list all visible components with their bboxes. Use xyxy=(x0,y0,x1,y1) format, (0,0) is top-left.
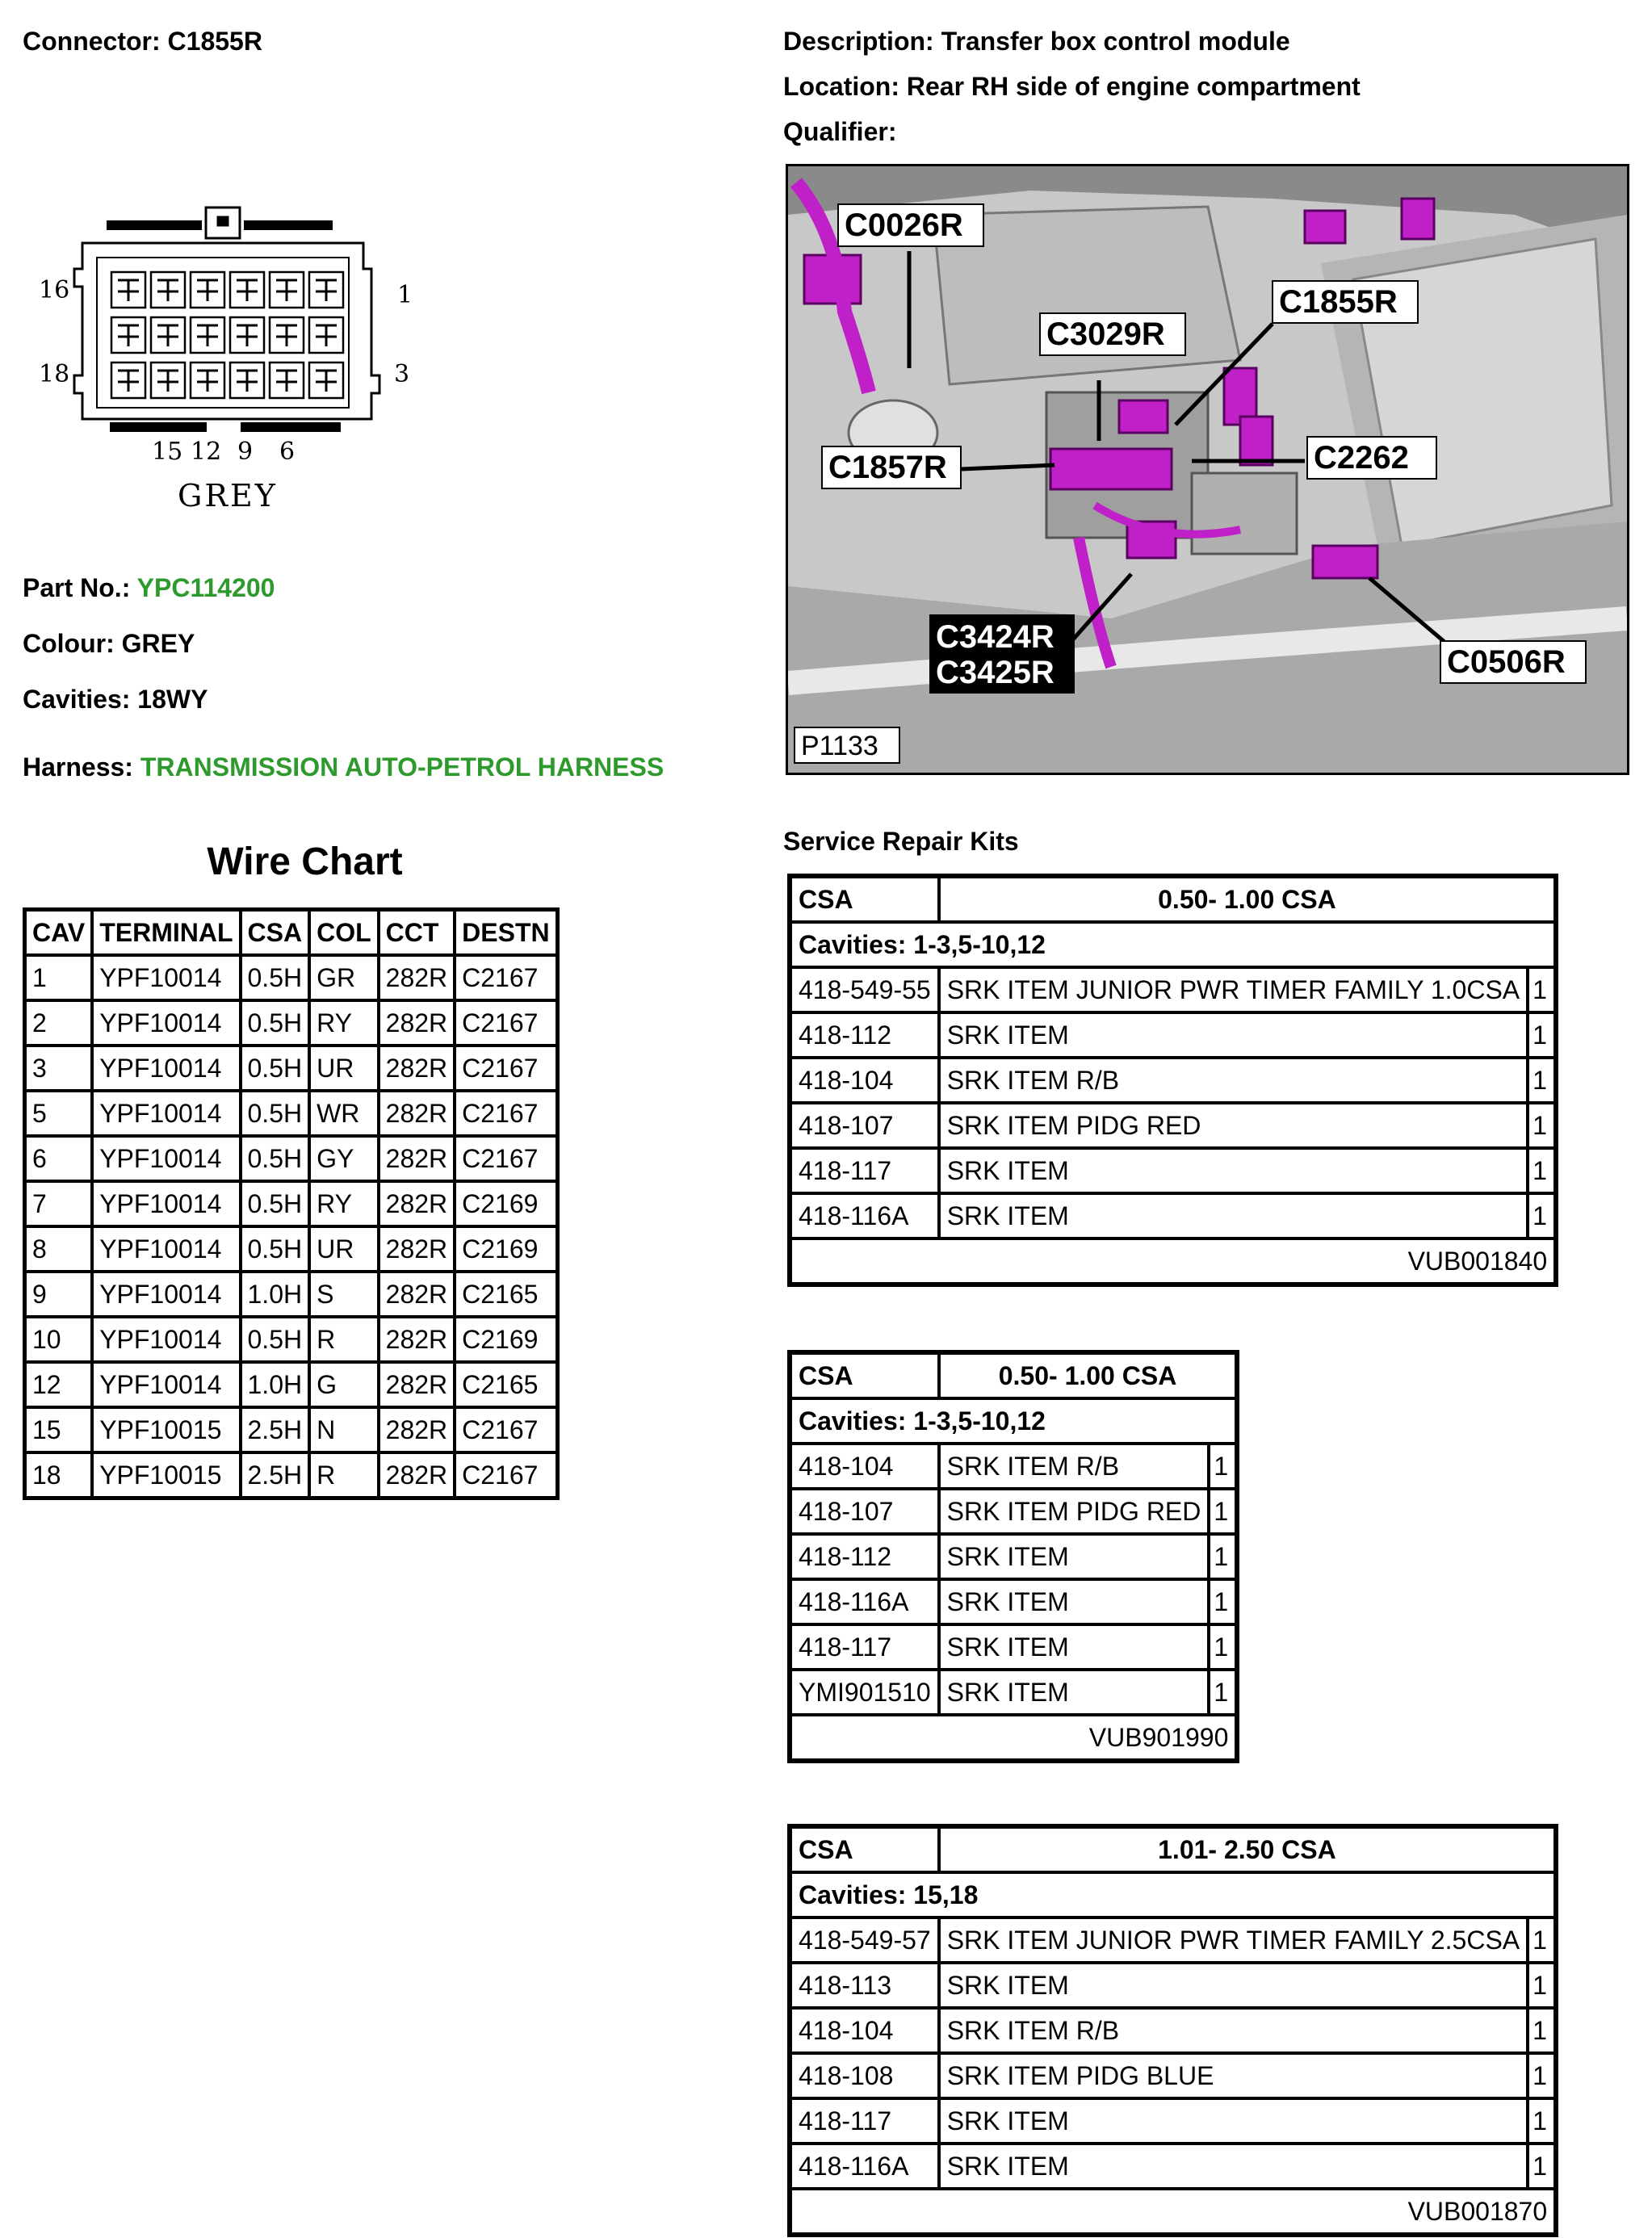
kit-item-row xyxy=(790,967,1555,1012)
cell-terminal: YPF10014 xyxy=(92,1181,240,1226)
kit-item-description: SRK ITEM xyxy=(939,2144,1528,2189)
service-kit-table xyxy=(787,874,1558,1287)
col-csa: CSA xyxy=(241,910,310,955)
kit-item-description: SRK ITEM PIDG BLUE xyxy=(939,2053,1528,2098)
cell-cav: 5 xyxy=(25,1091,92,1136)
cell-cav: 1 xyxy=(25,955,92,1000)
connector-face-diagram xyxy=(32,206,420,521)
kit-part-number: 418-116A xyxy=(790,2144,939,2189)
qualifier-label: Qualifier: xyxy=(783,117,897,146)
cell-destn: C2167 xyxy=(455,1407,556,1452)
cell-csa: 1.0H xyxy=(241,1362,310,1407)
callout-c0026r: C0026R xyxy=(845,207,963,243)
wire-chart-row xyxy=(25,1407,557,1452)
cell-cav: 10 xyxy=(25,1317,92,1362)
col-cav: CAV xyxy=(25,910,92,955)
colour-line xyxy=(23,629,195,659)
kit-part-number: 418-117 xyxy=(790,1148,939,1193)
kit-item-description: SRK ITEM xyxy=(939,2098,1528,2144)
kit-item-row xyxy=(790,1670,1236,1715)
cell-destn: C2167 xyxy=(455,955,556,1000)
kit-reference: VUB901990 xyxy=(790,1715,1236,1760)
kit-item-description: SRK ITEM JUNIOR PWR TIMER FAMILY 2.5CSA xyxy=(939,1917,1528,1963)
cell-cct: 282R xyxy=(379,1317,455,1362)
callout-c3425r: C3425R xyxy=(936,655,1055,690)
kit-item-quantity: 1 xyxy=(1209,1579,1236,1624)
kit-csa-label: CSA xyxy=(790,1827,939,1872)
pin-label-18: 18 xyxy=(39,360,70,388)
engine-bay-illustration xyxy=(788,166,1627,773)
connector-label: Connector: xyxy=(23,27,161,56)
kit-item-row xyxy=(790,2098,1555,2144)
cell-cav: 7 xyxy=(25,1181,92,1226)
cell-destn: C2167 xyxy=(455,1452,556,1498)
cell-csa: 0.5H xyxy=(241,1136,310,1181)
col-destn: DESTN xyxy=(455,910,556,955)
kit-csa-row xyxy=(790,877,1555,922)
kit-item-description: SRK ITEM xyxy=(939,1670,1210,1715)
kit-item-quantity: 1 xyxy=(1528,1148,1555,1193)
kit-part-number: 418-549-57 xyxy=(790,1917,939,1963)
cell-csa: 0.5H xyxy=(241,955,310,1000)
service-kits-title: Service Repair Kits xyxy=(783,827,1019,856)
cell-terminal: YPF10015 xyxy=(92,1452,240,1498)
pin-label-12: 12 xyxy=(191,438,222,466)
cell-destn: C2167 xyxy=(455,1046,556,1091)
kit-item-quantity: 1 xyxy=(1209,1489,1236,1534)
cavities-label: Cavities: xyxy=(23,685,131,714)
kit-item-description: SRK ITEM R/B xyxy=(939,1058,1528,1103)
kit-part-number: 418-117 xyxy=(790,2098,939,2144)
cell-terminal: YPF10014 xyxy=(92,1091,240,1136)
cell-cav: 3 xyxy=(25,1046,92,1091)
wire-chart-row xyxy=(25,1452,557,1498)
kit-item-row xyxy=(790,2008,1555,2053)
cell-destn: C2167 xyxy=(455,1136,556,1181)
cell-terminal: YPF10015 xyxy=(92,1407,240,1452)
pin-label-16: 16 xyxy=(39,276,70,304)
kit-part-number: 418-104 xyxy=(790,1058,939,1103)
cell-col: UR xyxy=(309,1046,379,1091)
kit-item-row xyxy=(790,1012,1555,1058)
kit-item-quantity: 1 xyxy=(1209,1444,1236,1489)
wire-chart-row xyxy=(25,955,557,1000)
part-no-line xyxy=(23,573,275,603)
cell-cct: 282R xyxy=(379,1046,455,1091)
kit-part-number: 418-104 xyxy=(790,2008,939,2053)
kit-part-number: 418-116A xyxy=(790,1193,939,1238)
kit-csa-label: CSA xyxy=(790,877,939,922)
cell-cct: 282R xyxy=(379,1272,455,1317)
wire-chart-row xyxy=(25,1226,557,1272)
cell-csa: 2.5H xyxy=(241,1452,310,1498)
kit-item-quantity: 1 xyxy=(1528,1058,1555,1103)
cell-cct: 282R xyxy=(379,1407,455,1452)
kit-part-number: 418-116A xyxy=(790,1579,939,1624)
callout-c3029r: C3029R xyxy=(1046,316,1165,352)
cell-terminal: YPF10014 xyxy=(92,1136,240,1181)
wire-chart-row xyxy=(25,1362,557,1407)
cell-col: S xyxy=(309,1272,379,1317)
cell-csa: 2.5H xyxy=(241,1407,310,1452)
cell-cct: 282R xyxy=(379,1181,455,1226)
cell-terminal: YPF10014 xyxy=(92,1272,240,1317)
cell-cav: 18 xyxy=(25,1452,92,1498)
kit-csa-range: 1.01- 2.50 CSA xyxy=(939,1827,1555,1872)
cell-cav: 2 xyxy=(25,1000,92,1046)
harness-label: Harness: xyxy=(23,752,133,782)
callout-c0506r: C0506R xyxy=(1447,644,1566,680)
kit-ref-row xyxy=(790,2189,1555,2234)
cell-col: UR xyxy=(309,1226,379,1272)
kit-part-number: YMI901510 xyxy=(790,1670,939,1715)
kit-ref-row xyxy=(790,1238,1555,1284)
cavities-line xyxy=(23,685,208,715)
kit-item-row xyxy=(790,1148,1555,1193)
kit-item-row xyxy=(790,1489,1236,1534)
wire-chart-row xyxy=(25,1181,557,1226)
kit-csa-row xyxy=(790,1353,1236,1398)
cell-cav: 8 xyxy=(25,1226,92,1272)
wire-chart-row xyxy=(25,1272,557,1317)
kit-item-description: SRK ITEM xyxy=(939,1148,1528,1193)
kit-cavities-row xyxy=(790,1872,1555,1917)
kit-part-number: 418-108 xyxy=(790,2053,939,2098)
cell-terminal: YPF10014 xyxy=(92,1362,240,1407)
cell-terminal: YPF10014 xyxy=(92,1046,240,1091)
service-kit-table xyxy=(787,1350,1239,1763)
connector-body xyxy=(74,243,379,419)
cell-terminal: YPF10014 xyxy=(92,1000,240,1046)
callout-c1855r: C1855R xyxy=(1279,284,1398,320)
wire-chart-title: Wire Chart xyxy=(207,840,403,883)
harness-value: TRANSMISSION AUTO-PETROL HARNESS xyxy=(140,752,665,782)
cell-col: G xyxy=(309,1362,379,1407)
kit-part-number: 418-113 xyxy=(790,1963,939,2008)
kit-cavities: Cavities: 1-3,5-10,12 xyxy=(790,1398,1236,1444)
cell-cct: 282R xyxy=(379,1091,455,1136)
kit-item-quantity: 1 xyxy=(1528,1103,1555,1148)
connector-id: C1855R xyxy=(167,27,262,56)
wire-chart-header-row xyxy=(25,910,557,955)
col-terminal: TERMINAL xyxy=(92,910,240,955)
callout-c3424r: C3424R xyxy=(936,619,1055,655)
pin-label-6: 6 xyxy=(279,438,296,466)
kit-item-quantity: 1 xyxy=(1528,1012,1555,1058)
location-value: Rear RH side of engine compartment xyxy=(906,72,1361,101)
cell-cct: 282R xyxy=(379,955,455,1000)
cell-destn: C2167 xyxy=(455,1091,556,1136)
cell-col: R xyxy=(309,1452,379,1498)
kit-csa-range: 0.50- 1.00 CSA xyxy=(939,877,1555,922)
cell-csa: 0.5H xyxy=(241,1226,310,1272)
cell-destn: C2165 xyxy=(455,1362,556,1407)
kit-item-quantity: 1 xyxy=(1528,2098,1555,2144)
cell-cav: 6 xyxy=(25,1136,92,1181)
cell-cct: 282R xyxy=(379,1226,455,1272)
kit-cavities: Cavities: 15,18 xyxy=(790,1872,1555,1917)
cell-destn: C2169 xyxy=(455,1226,556,1272)
kit-ref-row xyxy=(790,1715,1236,1760)
cell-csa: 0.5H xyxy=(241,1046,310,1091)
cell-col: GR xyxy=(309,955,379,1000)
colour-value: GREY xyxy=(121,629,195,658)
description-label: Description: xyxy=(783,27,934,56)
cell-terminal: YPF10014 xyxy=(92,1317,240,1362)
location-line xyxy=(783,72,1361,102)
cell-csa: 0.5H xyxy=(241,1091,310,1136)
kit-reference: VUB001840 xyxy=(790,1238,1555,1284)
kit-csa-label: CSA xyxy=(790,1353,939,1398)
kit-item-description: SRK ITEM xyxy=(939,1193,1528,1238)
kit-reference: VUB001870 xyxy=(790,2189,1555,2234)
location-label: Location: xyxy=(783,72,899,101)
kit-item-row xyxy=(790,1963,1555,2008)
connector-colour-text: GREY xyxy=(178,478,278,513)
callout-c2262: C2262 xyxy=(1314,440,1409,476)
cell-col: WR xyxy=(309,1091,379,1136)
cell-cct: 282R xyxy=(379,1362,455,1407)
cell-cav: 9 xyxy=(25,1272,92,1317)
cell-terminal: YPF10014 xyxy=(92,955,240,1000)
kit-item-quantity: 1 xyxy=(1209,1670,1236,1715)
cell-csa: 0.5H xyxy=(241,1000,310,1046)
kit-item-row xyxy=(790,1917,1555,1963)
kit-part-number: 418-104 xyxy=(790,1444,939,1489)
col-cct: CCT xyxy=(379,910,455,955)
pin-label-15: 15 xyxy=(152,438,183,466)
pin-label-9: 9 xyxy=(237,438,254,466)
connector-heading xyxy=(23,27,262,57)
kit-item-quantity: 1 xyxy=(1528,967,1555,1012)
cell-destn: C2167 xyxy=(455,1000,556,1046)
kit-item-quantity: 1 xyxy=(1209,1534,1236,1579)
kit-item-description: SRK ITEM R/B xyxy=(939,1444,1210,1489)
wire-chart-row xyxy=(25,1046,557,1091)
kit-item-quantity: 1 xyxy=(1528,2008,1555,2053)
photo-ref: P1133 xyxy=(801,731,878,761)
kit-item-quantity: 1 xyxy=(1528,1917,1555,1963)
kit-part-number: 418-112 xyxy=(790,1012,939,1058)
description-line xyxy=(783,27,1290,57)
kit-item-row xyxy=(790,1624,1236,1670)
cell-cct: 282R xyxy=(379,1000,455,1046)
cell-destn: C2169 xyxy=(455,1317,556,1362)
description-value: Transfer box control module xyxy=(941,27,1290,56)
kit-item-quantity: 1 xyxy=(1528,1193,1555,1238)
cell-col: R xyxy=(309,1317,379,1362)
cell-cav: 15 xyxy=(25,1407,92,1452)
wire-chart-row xyxy=(25,1091,557,1136)
cell-destn: C2169 xyxy=(455,1181,556,1226)
cell-csa: 1.0H xyxy=(241,1272,310,1317)
kit-item-quantity: 1 xyxy=(1528,1963,1555,2008)
kit-item-row xyxy=(790,1534,1236,1579)
wire-chart-table xyxy=(23,907,560,1500)
kit-item-description: SRK ITEM xyxy=(939,1012,1528,1058)
kit-item-description: SRK ITEM PIDG RED xyxy=(939,1103,1528,1148)
cell-cct: 282R xyxy=(379,1136,455,1181)
cell-col: GY xyxy=(309,1136,379,1181)
kit-part-number: 418-112 xyxy=(790,1534,939,1579)
kit-item-description: SRK ITEM xyxy=(939,1963,1528,2008)
pin-label-1: 1 xyxy=(397,281,413,309)
cell-destn: C2165 xyxy=(455,1272,556,1317)
qualifier-line xyxy=(783,117,896,147)
kit-item-description: SRK ITEM JUNIOR PWR TIMER FAMILY 1.0CSA xyxy=(939,967,1528,1012)
pin-label-3: 3 xyxy=(394,360,410,388)
part-no-label: Part No.: xyxy=(23,573,131,602)
kit-item-row xyxy=(790,2053,1555,2098)
wire-chart-row xyxy=(25,1317,557,1362)
kit-item-description: SRK ITEM xyxy=(939,1579,1210,1624)
cell-col: N xyxy=(309,1407,379,1452)
kit-item-row xyxy=(790,2144,1555,2189)
kit-cavities-row xyxy=(790,1398,1236,1444)
location-photo xyxy=(786,164,1629,775)
cell-csa: 0.5H xyxy=(241,1181,310,1226)
kit-item-quantity: 1 xyxy=(1209,1624,1236,1670)
colour-label: Colour: xyxy=(23,629,115,658)
cell-col: RY xyxy=(309,1000,379,1046)
kit-item-row xyxy=(790,1103,1555,1148)
kit-item-row xyxy=(790,1058,1555,1103)
kit-part-number: 418-549-55 xyxy=(790,967,939,1012)
kit-item-description: SRK ITEM PIDG RED xyxy=(939,1489,1210,1534)
cell-csa: 0.5H xyxy=(241,1317,310,1362)
wire-chart-row xyxy=(25,1000,557,1046)
kit-csa-row xyxy=(790,1827,1555,1872)
cell-terminal: YPF10014 xyxy=(92,1226,240,1272)
kit-part-number: 418-117 xyxy=(790,1624,939,1670)
kit-part-number: 418-107 xyxy=(790,1103,939,1148)
kit-cavities: Cavities: 1-3,5-10,12 xyxy=(790,922,1555,967)
harness-line xyxy=(23,752,664,782)
kit-item-row xyxy=(790,1444,1236,1489)
cell-col: RY xyxy=(309,1181,379,1226)
kit-item-description: SRK ITEM R/B xyxy=(939,2008,1528,2053)
col-col: COL xyxy=(309,910,379,955)
kit-part-number: 418-107 xyxy=(790,1489,939,1534)
kit-item-description: SRK ITEM xyxy=(939,1624,1210,1670)
cavities-value: 18WY xyxy=(137,685,208,714)
part-no-value: YPC114200 xyxy=(136,573,275,602)
cell-cav: 12 xyxy=(25,1362,92,1407)
wire-chart-row xyxy=(25,1136,557,1181)
kit-item-quantity: 1 xyxy=(1528,2053,1555,2098)
cell-cct: 282R xyxy=(379,1452,455,1498)
kit-item-row xyxy=(790,1193,1555,1238)
service-kit-table xyxy=(787,1824,1558,2237)
kit-item-quantity: 1 xyxy=(1528,2144,1555,2189)
kit-item-description: SRK ITEM xyxy=(939,1534,1210,1579)
kit-item-row xyxy=(790,1579,1236,1624)
kit-cavities-row xyxy=(790,922,1555,967)
kit-csa-range: 0.50- 1.00 CSA xyxy=(939,1353,1237,1398)
callout-c1857r: C1857R xyxy=(828,450,947,485)
